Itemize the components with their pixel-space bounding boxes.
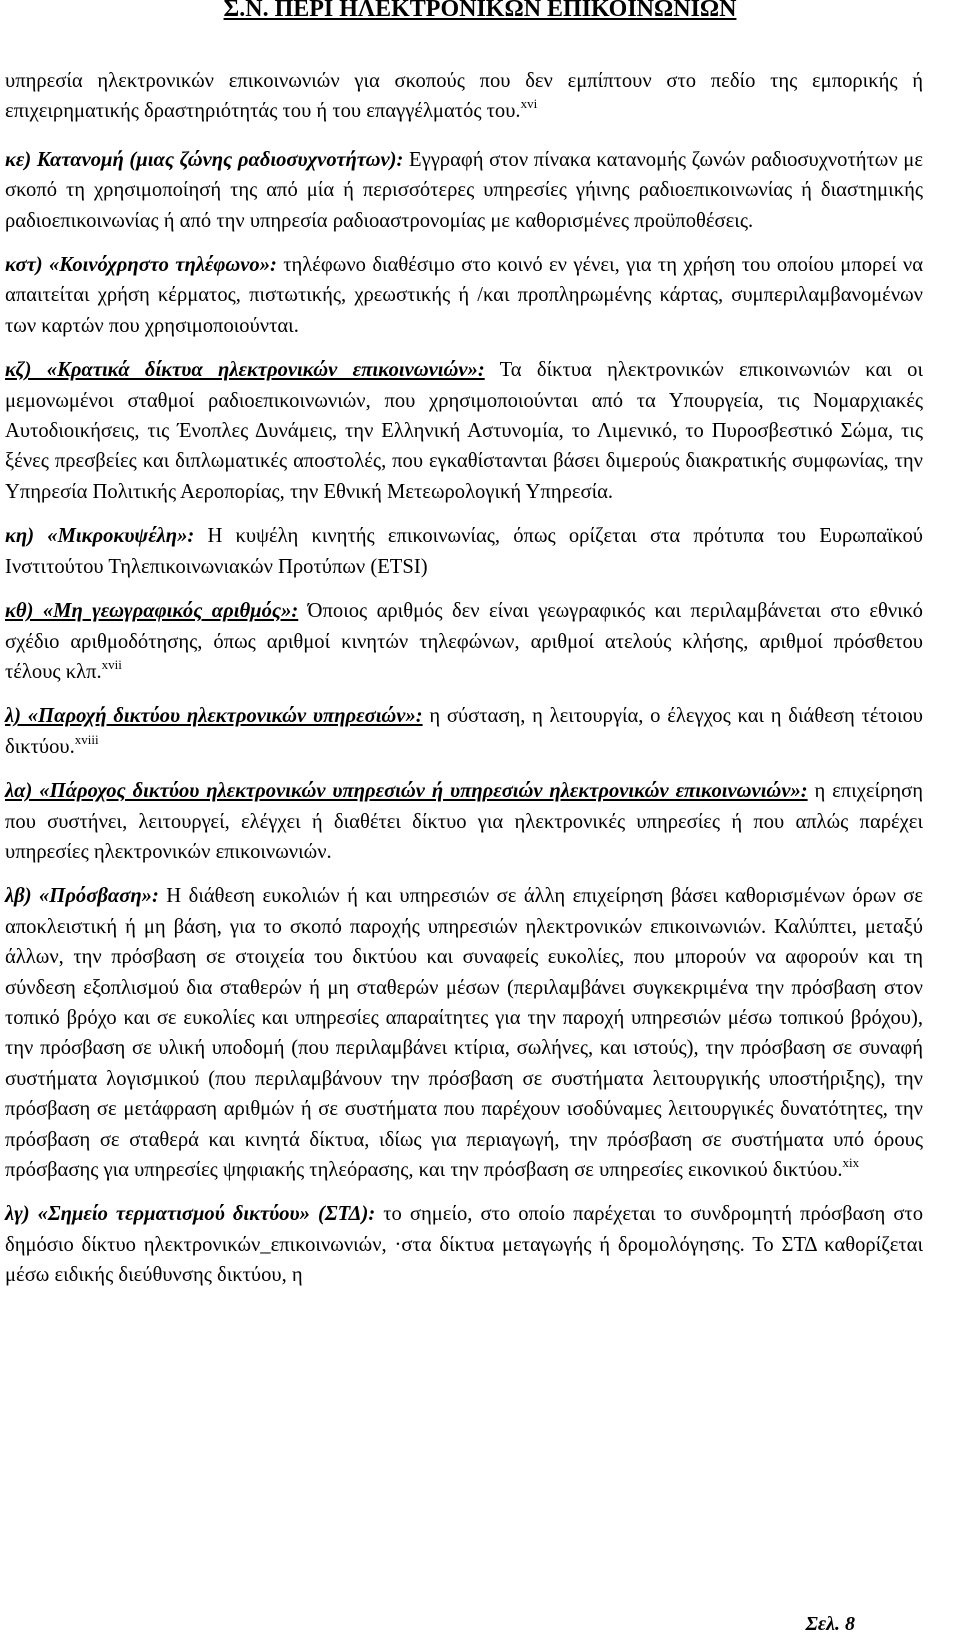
- endnote-ref[interactable]: xvii: [101, 656, 122, 672]
- page-number: Σελ. 8: [805, 1613, 855, 1635]
- paragraph-text: υπηρεσία ηλεκτρονικών επικοινωνιών για σκοπούς που δεν εμπίπτουν στο πεδίο της εμπορικής ή επιχειρηματικής δραστηριότητάς του ή του επαγγέλματός του.: [5, 70, 923, 123]
- definition-term: κε) Κατανομή (μιας ζώνης ραδιοσυχνοτήτων):: [5, 148, 404, 171]
- definition-text: η επιχείρηση που συστήνει, λειτουργεί, ελέγχει ή διαθέτει δίκτυο για ηλεκτρονικές υπηρεσίες ή που απλώς παρέχει υπηρεσίες ηλεκτρονικών επικοινωνιών.: [5, 780, 923, 863]
- definition-text: τηλέφωνο διαθέσιμο στο κοινό εν γένει, για τη χρήση του οποίου μπορεί να απαιτείται χρήση κέρματος, πιστωτικής, χρεωστικής ή /και προπληρωμένης κάρτας, συμπεριλαμβανομένων των καρτών που χρησιμοποιούνται.: [5, 254, 923, 337]
- definition-term: κη) «Μικροκυψέλη»:: [5, 525, 195, 548]
- header-title: Σ.Ν. ΠΕΡΙ ΗΛΕΚΤΡΟΝΙΚΩΝ ΕΠΙΚΟΙΝΩΝΙΩΝ: [223, 0, 737, 22]
- definition-term: κστ) «Κοινόχρηστο τηλέφωνο»:: [5, 254, 277, 277]
- definition-kz: [5, 355, 923, 507]
- definition-lg: [5, 1199, 923, 1290]
- definition-text: Εγγραφή στον πίνακα κατανομής ζωνών ραδιοσυχνοτήτων με σκοπό τη χρησιμοποίησή της από μία ή περισσότερες υπηρεσίες γήινης ραδιοεπικοινωνίας ή διαστημικής ραδιοεπικοινωνίας ή από την υπηρεσία ραδιοαστρονομίας με καθορισμένες προϋποθέσεις.: [5, 148, 923, 232]
- definition-text: Όποιος αριθμός δεν είναι γεωγραφικός και περιλαμβάνεται στο εθνικό σχέδιο αριθμοδότησης, όπως αριθμοί κινητών τηλεφώνων, αριθμοί ατελούς κλήσης, αριθμοί πρόσθετου τέλους κλπ.: [5, 600, 923, 683]
- definition-text: η σύσταση, η λειτουργία, ο έλεγχος και η διάθεση τέτοιου δικτύου.: [5, 705, 923, 758]
- endnote-ref[interactable]: xix: [842, 1155, 860, 1170]
- paragraph-continuation: [5, 66, 923, 127]
- definition-term: λ) «Παροχή δικτύου ηλεκτρονικών υπηρεσιών»:: [5, 705, 423, 728]
- definition-l: [5, 701, 923, 762]
- definition-term: κθ) «Μη γεωγραφικός αριθμός»:: [5, 600, 299, 623]
- endnote-ref[interactable]: xvi: [520, 96, 538, 112]
- definition-text: Η κυψέλη κινητής επικοινωνίας, όπως ορίζεται στα πρότυπα του Ευρωπαϊκού Ινστιτούτου Τηλεπικοινωνιακών Προτύπων (ETSI): [5, 525, 923, 578]
- document-body: [5, 66, 923, 1291]
- definition-kth: [5, 596, 923, 687]
- page-header: [0, 0, 960, 24]
- definition-term: λβ) «Πρόσβαση»:: [5, 885, 159, 908]
- definition-la: [5, 776, 923, 867]
- definition-text: Η διάθεση ευκολιών ή και υπηρεσιών σε άλλη επιχείρηση βάσει καθορισμένων όρων σε αποκλειστική ή μη βάση, για το σκοπό παροχής υπηρεσιών ηλεκτρονικών επικοινωνιών. Καλύπτει, μεταξύ άλλων, την πρόσβαση σε στοιχεία του δικτύου και συναφείς ευκολίες, που μπορούν να αφορούν και τη σύνδεση εξοπλισμού δια σταθερών ή μη σταθερών μέσων (περιλαμβάνει συγκεκριμένα την πρόσβαση στον τοπικό βρόχο και σε ευκολίες και υπηρεσίες απαραίτητες για την παροχή υπηρεσιών μέσω τοπικού βρόχου), την πρόσβαση σε υλική υποδομή (που περιλαμβάνει κτίρια, σωλήνες, και ιστούς), την πρόσβαση σε συναφή συστήματα λογισμικού (που περιλαμβάνουν την πρόσβαση σε συστήματα λειτουργικής υποστήριξης), την πρόσβαση σε μετάφραση αριθμών ή σε συστήματα που παρέχουν ισοδύναμες λειτουργικές δυνατότητες, την πρόσβαση σε σταθερά και κινητά δίκτυα, ιδίως για περιαγωγή, την πρόσβαση σε συστήματα υπό όρους πρόσβασης για υπηρεσίες ψηφιακής τηλεόρασης, και την πρόσβαση σε υπηρεσίες εικονικού δικτύου.: [5, 885, 923, 1181]
- endnote-ref[interactable]: xviii: [74, 731, 99, 747]
- definition-lb: [5, 881, 923, 1185]
- definition-kst: [5, 250, 923, 341]
- definition-term: λα) «Πάροχος δικτύου ηλεκτρονικών υπηρεσιών ή υπηρεσιών ηλεκτρονικών επικοινωνιών»:: [5, 780, 808, 803]
- definition-text: το σημείο, στο οποίο παρέχεται το συνδρομητή πρόσβαση στο δημόσιο δίκτυο ηλεκτρονικών_επικοινωνιών, ·στα δίκτυα μεταγωγής ή δρομολόγησης. Το ΣΤΔ καθορίζεται μέσω ειδικής διεύθυνσης δικτύου, η: [5, 1203, 923, 1287]
- definition-kh: [5, 521, 923, 582]
- definition-text: Τα δίκτυα ηλεκτρονικών επικοινωνιών και οι μεμονωμένοι σταθμοί ραδιοεπικοινωνιών, που χρησιμοποιούνται από τα Υπουργεία, τις Νομαρχιακές Αυτοδιοικήσεις, τις Ένοπλες Δυνάμεις, την Ελληνική Αστυνομία, το Λιμενικό, το Πυροσβεστικό Σώμα, τις ξένες πρεσβείες και διπλωματικές αποστολές, που εγκαθίστανται βάσει διμερούς διακρατικής συμφωνίας, την Υπηρεσία Πολιτικής Αεροπορίας, την Εθνική Μετεωρολογική Υπηρεσία.: [5, 359, 923, 503]
- definition-ke: [5, 145, 923, 236]
- definition-term: κζ) «Κρατικά δίκτυα ηλεκτρονικών επικοινωνιών»:: [5, 359, 485, 382]
- definition-term: λγ) «Σημείο τερματισμού δικτύου» (ΣΤΔ):: [5, 1203, 376, 1226]
